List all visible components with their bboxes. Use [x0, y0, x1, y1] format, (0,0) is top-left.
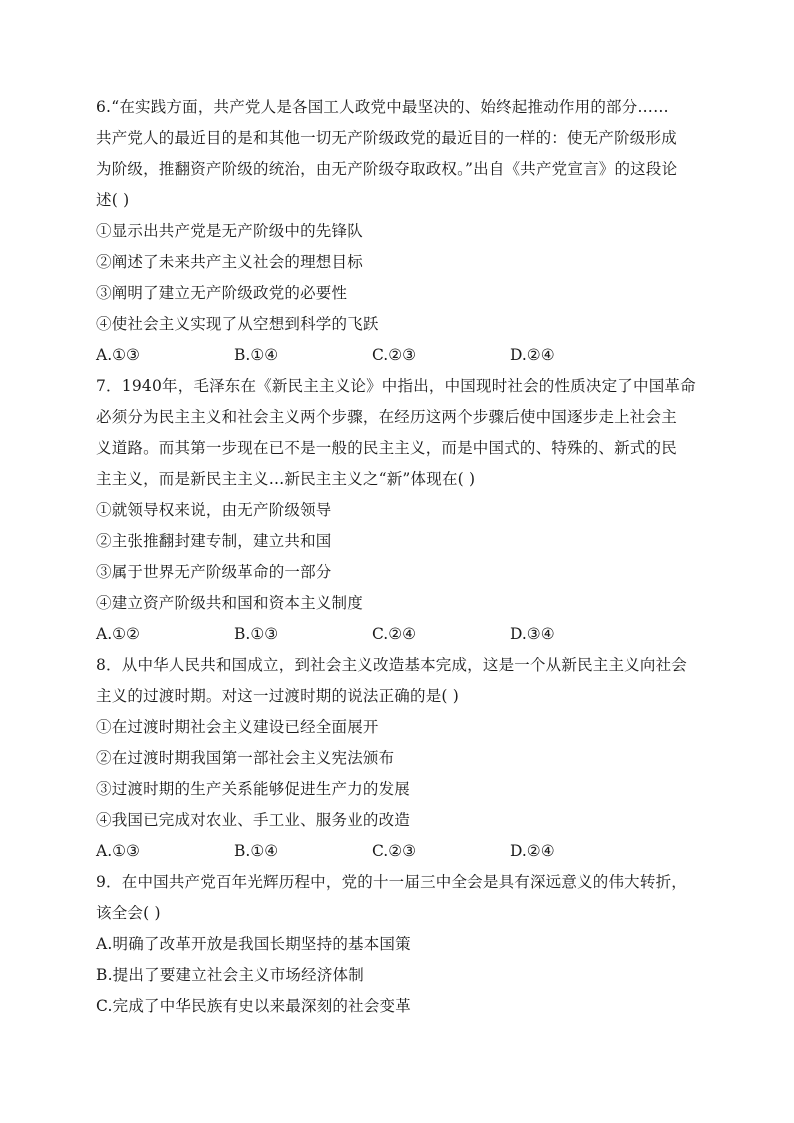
question-7 — [96, 371, 700, 650]
choice-b: B.①③ — [234, 625, 279, 643]
question-text-line: 主主义，而是新民主主义…新民主主义之“新”体现在( ) — [96, 470, 476, 488]
statement-item: ②阐述了未来共产主义社会的理想目标 — [96, 253, 363, 271]
question-text-line: 该全会( ) — [96, 904, 161, 922]
question-text-line: 6.“在实践方面，共产党人是各国工人政党中最坚决的、始终起推动作用的部分…… — [96, 98, 669, 116]
question-text-line: 7．1940年，毛泽东在《新民主主义论》中指出，中国现时社会的性质决定了中国革命 — [96, 377, 696, 395]
choice-a: A.①③ — [96, 346, 140, 364]
choice-b: B.①④ — [234, 346, 279, 364]
question-6 — [96, 92, 700, 371]
statement-item: ②在过渡时期我国第一部社会主义宪法颁布 — [96, 749, 395, 767]
choice-a: A.①② — [96, 625, 140, 643]
choice-a: A.①③ — [96, 842, 140, 860]
option-item: C.完成了中华民族有史以来最深刻的社会变革 — [96, 997, 411, 1015]
statement-item: ③过渡时期的生产关系能够促进生产力的发展 — [96, 780, 411, 798]
answer-choices — [96, 340, 700, 371]
question-text-line: 述( ) — [96, 191, 130, 209]
choice-d: D.②④ — [510, 346, 555, 364]
choice-c: C.②④ — [372, 625, 417, 643]
question-text-line: 共产党人的最近目的是和其他一切无产阶级政党的最近目的一样的：使无产阶级形成 — [96, 129, 677, 147]
question-text-line: 8．从中华人民共和国成立，到社会主义改造基本完成，这是一个从新民主主义向社会 — [96, 656, 687, 674]
choice-b: B.①④ — [234, 842, 279, 860]
statement-item: ④使社会主义实现了从空想到科学的飞跃 — [96, 315, 379, 333]
choice-d: D.②④ — [510, 842, 555, 860]
question-text-line: 义道路。而其第一步现在已不是一般的民主主义，而是中国式的、特殊的、新式的民 — [96, 439, 677, 457]
exam-page — [96, 92, 700, 1022]
question-8 — [96, 650, 700, 867]
statement-item: ①就领导权来说，由无产阶级领导 — [96, 501, 332, 519]
choice-d: D.③④ — [510, 625, 555, 643]
statement-item: ③阐明了建立无产阶级政党的必要性 — [96, 284, 348, 302]
statement-item: ④建立资产阶级共和国和资本主义制度 — [96, 594, 363, 612]
statement-item: ③属于世界无产阶级革命的一部分 — [96, 563, 332, 581]
question-text-line: 9．在中国共产党百年光辉历程中，党的十一届三中全会是具有深远意义的伟大转折， — [96, 873, 687, 891]
statement-item: ①显示出共产党是无产阶级中的先锋队 — [96, 222, 363, 240]
question-text-line: 主义的过渡时期。对这一过渡时期的说法正确的是( ) — [96, 687, 460, 705]
choice-c: C.②③ — [372, 842, 417, 860]
option-item: B.提出了要建立社会主义市场经济体制 — [96, 966, 364, 984]
question-text-line: 必须分为民主主义和社会主义两个步骤，在经历这两个步骤后使中国逐步走上社会主 — [96, 408, 677, 426]
statement-item: ④我国已完成对农业、手工业、服务业的改造 — [96, 811, 411, 829]
answer-choices — [96, 836, 700, 867]
choice-c: C.②③ — [372, 346, 417, 364]
question-text-line: 为阶级，推翻资产阶级的统治，由无产阶级夺取政权。”出自《共产党宣言》的这段论 — [96, 160, 678, 178]
statement-item: ②主张推翻封建专制，建立共和国 — [96, 532, 332, 550]
answer-choices — [96, 619, 700, 650]
option-item: A.明确了改革开放是我国长期坚持的基本国策 — [96, 935, 411, 953]
question-9 — [96, 867, 700, 1022]
statement-item: ①在过渡时期社会主义建设已经全面展开 — [96, 718, 379, 736]
